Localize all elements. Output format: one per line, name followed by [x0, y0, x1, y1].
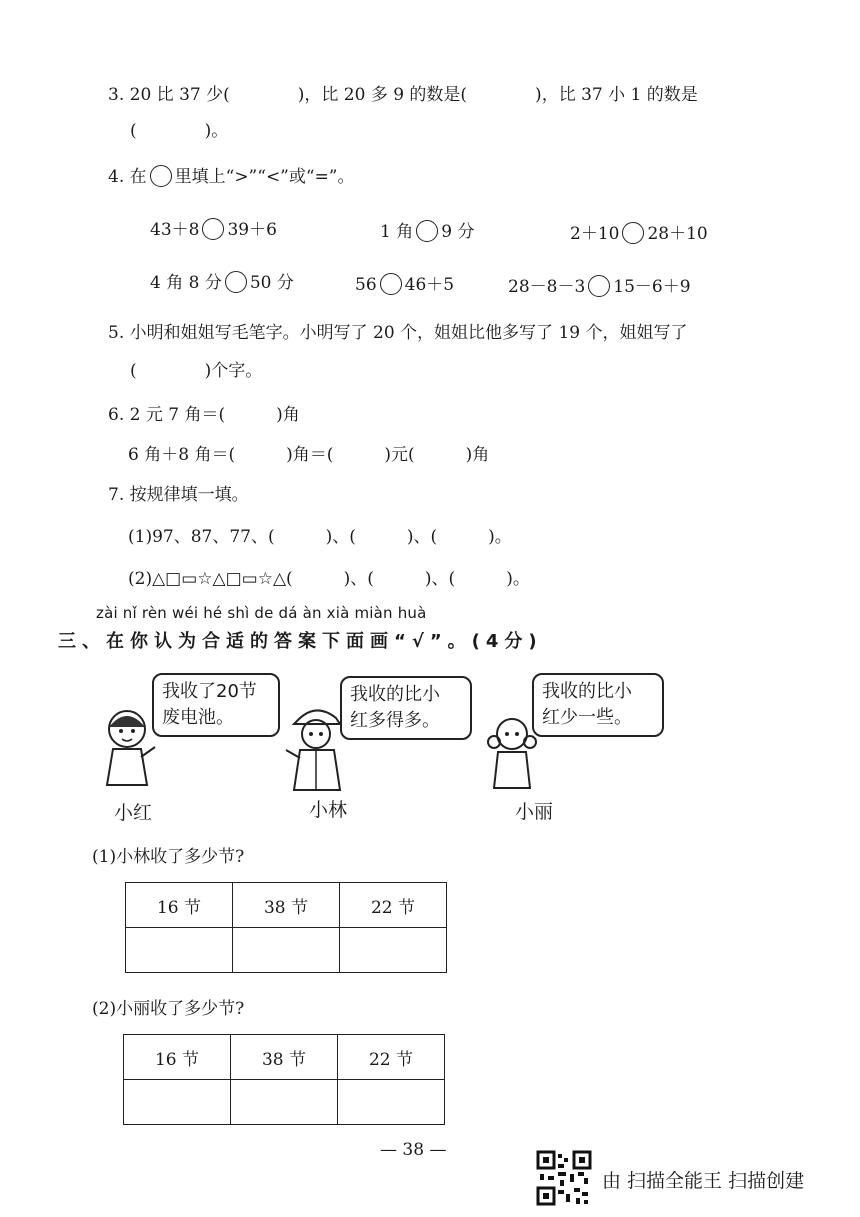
q4-row2-item1: [150, 268, 294, 293]
q3-line1: 3. 20 比 37 少( )，比 20 多 9 的数是( )，比 37 小 1 的数是: [108, 85, 698, 105]
option-cell: 38 节: [231, 1035, 338, 1080]
q5-line1: 5. 小明和姐姐写毛笔字。小明写了 20 个，姐姐比他多写了 19 个，姐姐写了: [108, 323, 688, 343]
compare-circle[interactable]: [202, 218, 224, 240]
answer-cell[interactable]: [233, 928, 340, 973]
speech-bubble-xiaolin: 我收的比小 红多得多。: [340, 676, 472, 740]
section-pinyin: zài nǐ rèn wéi hé shì de dá àn xià miàn huà: [96, 604, 427, 622]
option-cell: 22 节: [340, 883, 447, 928]
q6-line2: 6 角＋8 角＝( )角＝( )元( )角: [128, 445, 490, 465]
answer-cell[interactable]: [126, 928, 233, 973]
compare-right: 50 分: [249, 273, 294, 293]
speech-bubble-xiaoli: 我收的比小 红少一些。: [532, 673, 664, 737]
page-number: — 38 —: [380, 1140, 447, 1160]
q4-row1-item3: [570, 219, 708, 244]
circle-icon: [150, 165, 172, 187]
name-xiaohong: 小红: [114, 802, 153, 824]
answer-cell[interactable]: [124, 1080, 231, 1125]
q4-row1-item2: [380, 217, 474, 242]
answer-cell[interactable]: [231, 1080, 338, 1125]
compare-left: 56: [355, 275, 377, 295]
compare-circle[interactable]: [225, 271, 247, 293]
option-cell: 38 节: [233, 883, 340, 928]
compare-right: 28＋10: [647, 224, 708, 244]
compare-left: 43＋8: [150, 220, 200, 240]
compare-circle[interactable]: [380, 273, 402, 295]
compare-circle[interactable]: [622, 222, 644, 244]
compare-right: 46＋5: [404, 275, 455, 295]
sub2-question: (2)小丽收了多少节?: [92, 999, 245, 1019]
section-title: 三、在你认为合适的答案下面画“√”。(4分): [58, 631, 543, 652]
q4-prompt-a: 4. 在: [108, 167, 147, 187]
compare-circle[interactable]: [416, 220, 438, 242]
speech-bubble-xiaohong: 我收了20节 废电池。: [152, 673, 280, 737]
q4-row1-item1: [150, 215, 277, 240]
q7-title: 7. 按规律填一填。: [108, 485, 249, 505]
scanner-watermark: 由 扫描全能王 扫描创建: [602, 1170, 805, 1192]
name-xiaoli: 小丽: [515, 801, 554, 823]
compare-left: 1 角: [380, 222, 414, 242]
q4-row2-item2: [355, 270, 454, 295]
sub1-question: (1)小林收了多少节?: [92, 847, 245, 867]
q6-line1: 6. 2 元 7 角＝( )角: [108, 405, 300, 425]
q4-prompt: [108, 162, 355, 187]
compare-right: 39＋6: [227, 220, 277, 240]
compare-left: 2＋10: [570, 224, 620, 244]
compare-left: 28－8－3: [508, 277, 586, 297]
answer-cell[interactable]: [340, 928, 447, 973]
qr-code-icon: [536, 1150, 592, 1206]
option-cell: 16 节: [126, 883, 233, 928]
compare-circle[interactable]: [588, 275, 610, 297]
option-cell: 16 节: [124, 1035, 231, 1080]
compare-right: 15－6＋9: [613, 277, 691, 297]
answer-cell[interactable]: [338, 1080, 445, 1125]
sub2-answer-table: [123, 1034, 445, 1125]
q5-line2: ( )个字。: [130, 361, 263, 381]
q4-row2-item3: [508, 272, 691, 297]
sub1-answer-table: [125, 882, 447, 973]
q3-line2: ( )。: [130, 121, 229, 141]
name-xiaolin: 小林: [309, 799, 348, 821]
option-cell: 22 节: [338, 1035, 445, 1080]
q7-line1: (1)97、87、77、( )、( )、( )。: [128, 527, 512, 547]
compare-left: 4 角 8 分: [150, 273, 222, 293]
compare-right: 9 分: [441, 222, 475, 242]
q7-line2: (2)△□▭☆△□▭☆△( )、( )、( )。: [128, 569, 530, 589]
q4-prompt-b: 里填上“>”“<”或“=”。: [174, 167, 355, 187]
